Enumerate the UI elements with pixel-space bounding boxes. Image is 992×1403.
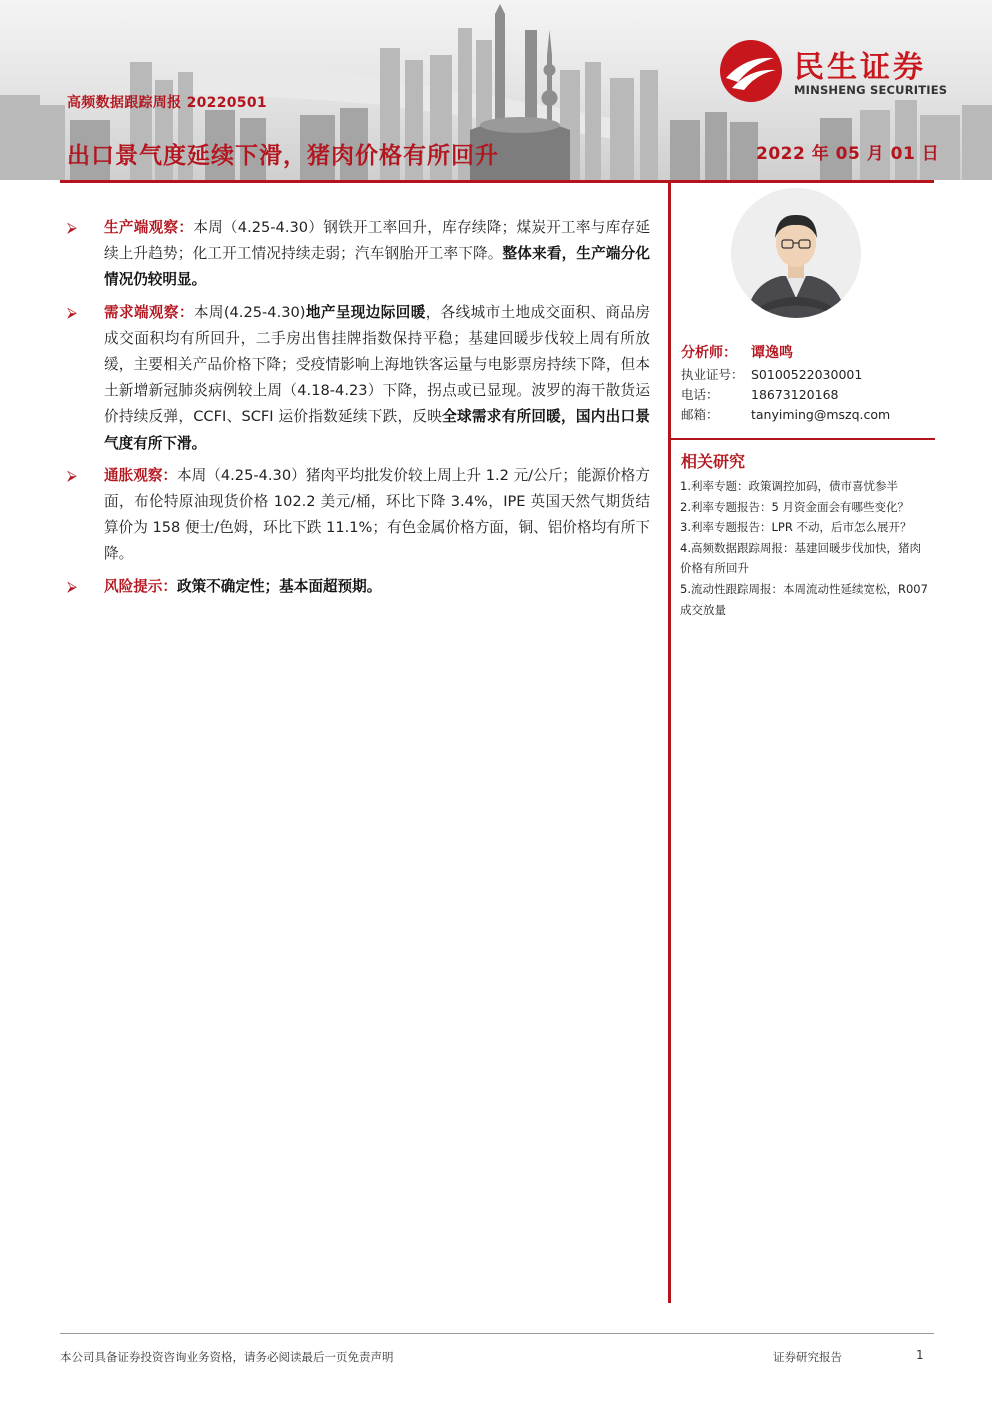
bullet-heading: 生产端观察：: [104, 219, 194, 236]
footer-divider: [60, 1333, 934, 1334]
header-banner: [0, 0, 992, 180]
report-type: 高频数据跟踪周报 20220501: [67, 95, 267, 111]
bullet-text: 本周（4.25-4.30）钢铁开工率回升，库存续降；煤炭开工率与库存延续上升趋势；化工开工情况持续走弱；汽车钢胎开工率下降。: [104, 219, 650, 263]
phone-number: 18673120168: [751, 387, 839, 402]
report-date: 2022 年 05 月 01 日: [756, 144, 940, 164]
logo-emblem-icon: [718, 38, 784, 104]
bullet-arrow-icon: ⮚: [67, 304, 77, 321]
bullet-text: 本周（4.25-4.30）猪肉平均批发价较上周上升 1.2 元/公斤；能源价格方面，布伦特原油现货价格 102.2 美元/桶，环比下降 3.4%，IPE 英国天然气期货结算价为 158 便士/色姆，环比下跌 11.1%；有色金属价格方面，铜、铝价格均有所下降。: [104, 466, 650, 563]
related-research-list: [680, 476, 932, 620]
related-research-title: 相关研究: [681, 452, 746, 471]
header-divider: [60, 180, 934, 183]
column-divider: [668, 183, 671, 1303]
analyst-name: 谭逸鸣: [751, 345, 793, 361]
analyst-portrait-icon: [731, 188, 861, 318]
footer-doc-type: 证券研究报告: [773, 1350, 842, 1364]
bullet-heading: 需求端观察：: [104, 303, 194, 321]
bullet-arrow-icon: ⮚: [67, 220, 77, 236]
related-research-item[interactable]: 1.利率专题：政策调控加码，债市喜忧参半: [680, 479, 898, 493]
bullet-text: ，各线城市土地成交面积、商品房成交面积均有所回升，二手房出售挂牌指数保持平稳；基建回暖步伐较上周有所放缓，主要相关产品价格下降；受疫情影响上海地铁客运量与电影票房持续下降，但本土新增新冠肺炎病例较上周（4.18-4.23）下降，拐点或已显现。波罗的海干散货运价持续反弹，CCFI、SCFI 运价指数延续下跌，反映: [104, 303, 650, 426]
related-research-item[interactable]: 5.流动性跟踪周报：本周流动性延续宽松，R007 成交放量: [680, 581, 928, 617]
email-label: 邮箱：: [681, 407, 719, 422]
analyst-name-label: 分析师：: [681, 345, 737, 361]
bullet-heading: 通胀观察：: [104, 466, 178, 484]
bullet-conclusion: 整体来看，生产端分化情况仍较明显。: [104, 245, 650, 289]
license-label: 执业证号：: [681, 367, 744, 382]
bullet-demand: [67, 300, 650, 457]
analyst-email-row: [681, 405, 931, 425]
analyst-phone-row: [681, 385, 931, 405]
bullet-inflation: [67, 463, 650, 568]
bullet-arrow-icon: ⮚: [67, 467, 77, 484]
side-divider: [671, 438, 935, 440]
bullet-arrow-icon: ⮚: [67, 578, 77, 595]
phone-label: 电话：: [681, 387, 719, 402]
bullet-conclusion: 政策不确定性；基本面超预期。: [176, 577, 382, 595]
logo-english-name: MINSHENG SECURITIES: [794, 83, 948, 97]
report-title: 出口景气度延续下滑，猪肉价格有所回升: [67, 143, 499, 169]
bullet-risk: [67, 574, 650, 600]
bullet-heading: 风险提示：: [104, 577, 177, 595]
related-research-item[interactable]: 3.利率专题报告：LPR 不动，后市怎么展开？: [680, 520, 912, 535]
bullet-production: [67, 215, 650, 294]
analyst-name-row: [681, 342, 931, 364]
analyst-photo: [731, 188, 861, 318]
minsheng-securities-logo: [718, 38, 968, 104]
page-number: 1: [916, 1348, 924, 1362]
bullet-conclusion: 全球需求有所回暖，国内出口景气度有所下滑。: [104, 408, 650, 452]
email-link[interactable]: tanyiming@mszq.com: [751, 407, 891, 422]
bullet-text: 本周(4.25-4.30): [193, 303, 306, 321]
logo-chinese-name: 民生证券: [794, 50, 926, 85]
summary-section: [67, 215, 650, 606]
footer-disclaimer: 本公司具备证券投资咨询业务资格，请务必阅读最后一页免责声明: [60, 1350, 394, 1364]
license-number: S0100522030001: [751, 367, 863, 382]
analyst-license-row: [681, 365, 931, 385]
bullet-highlight: 地产呈现边际回暖: [305, 303, 426, 321]
related-research-item[interactable]: 4.高频数据跟踪周报：基建回暖步伐加快，猪肉价格有所回升: [680, 540, 921, 576]
analyst-info: [681, 342, 931, 425]
related-research-item[interactable]: 2.利率专题报告：5 月资金面会有哪些变化？: [680, 499, 909, 514]
